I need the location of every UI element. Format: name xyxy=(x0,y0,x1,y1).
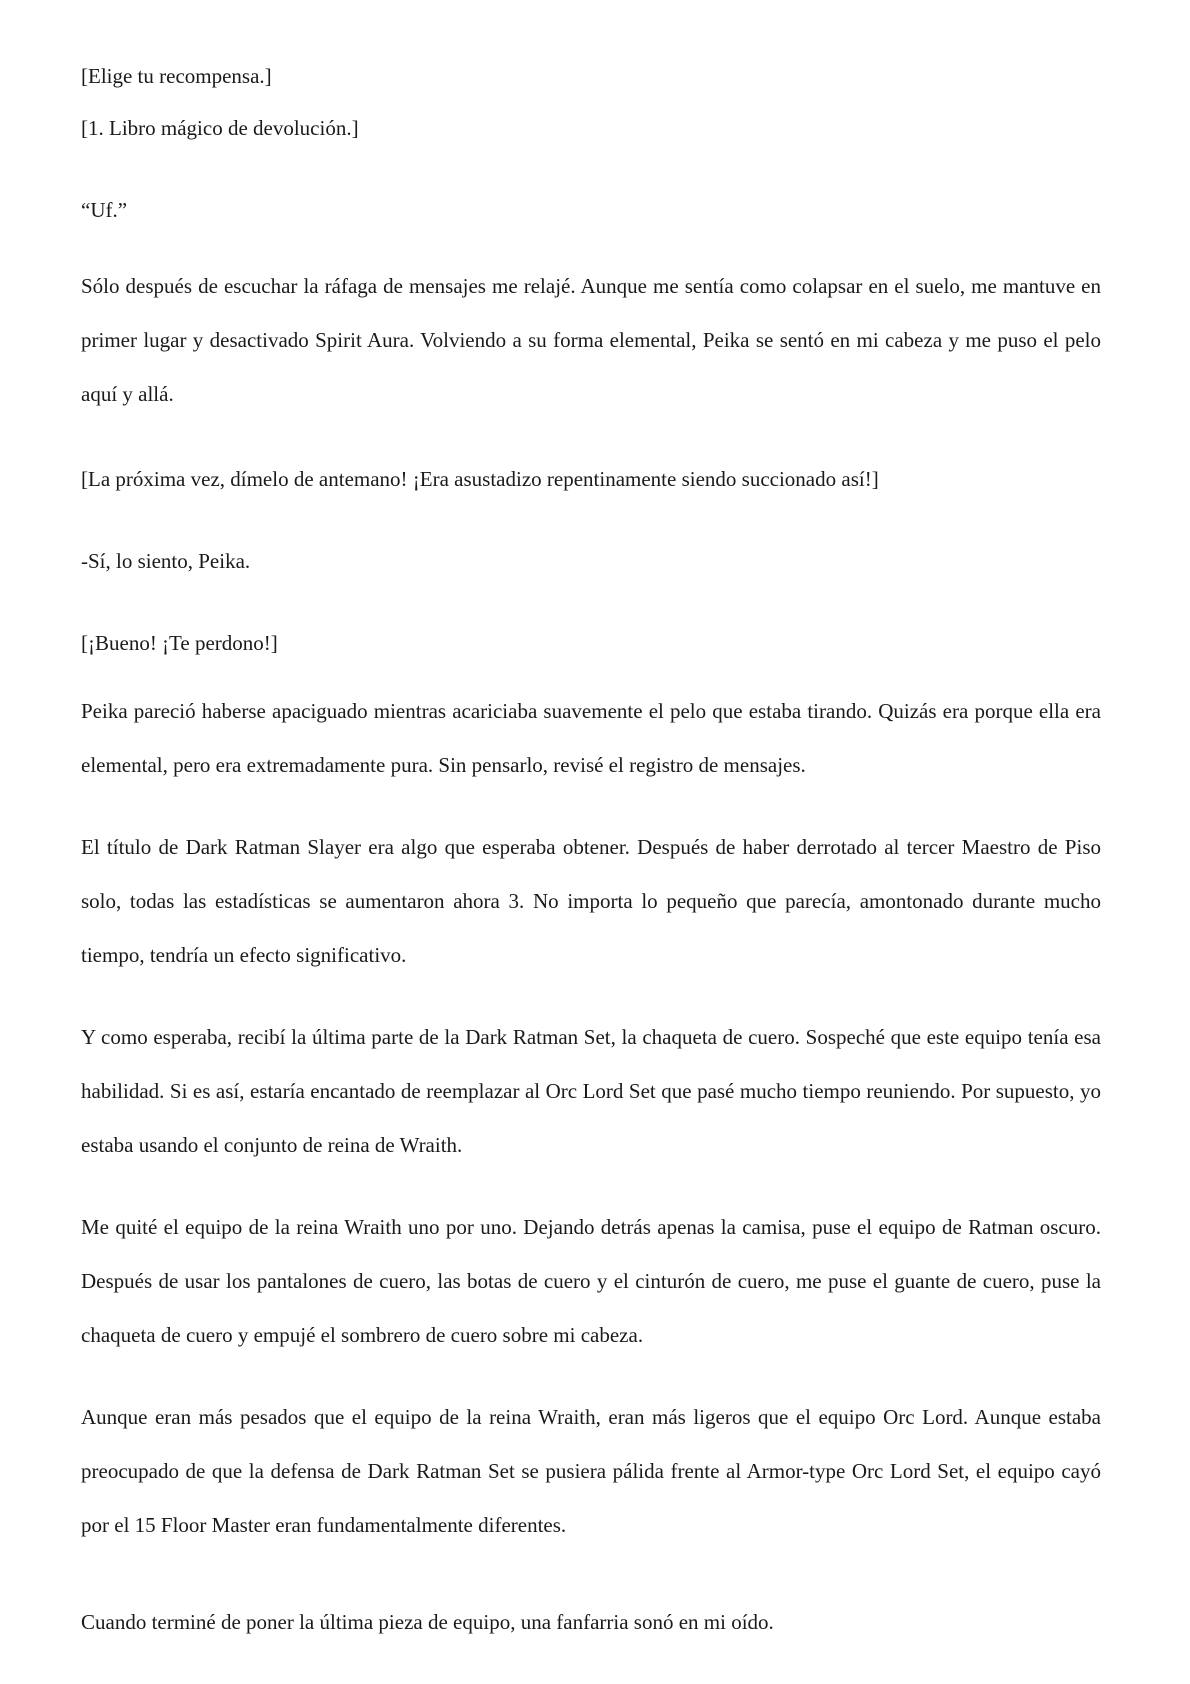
dialogue-forgive: [¡Bueno! ¡Te perdono!] xyxy=(81,631,278,655)
reward-option-1: [1. Libro mágico de devolución.] xyxy=(81,116,359,140)
paragraph-leather-jacket: Y como esperaba, recibí la última parte de la Dark Ratman Set, la chaqueta de cuero. Sospeché que este equipo tenía esa habilidad. Si es así, estaría encantado de reemplazar al Orc Lord Set que pasé mucho tiempo reuniendo. Por supuesto, yo estaba usando el conjunto de reina de Wraith. xyxy=(81,1025,1101,1157)
dialogue-peika-complaint: [La próxima vez, dímelo de antemano! ¡Era asustadizo repentinamente siendo succionado así!] xyxy=(81,467,879,491)
dialogue-apology: -Sí, lo siento, Peika. xyxy=(81,549,251,573)
paragraph-peika-calm: Peika pareció haberse apaciguado mientras acariciaba suavemente el pelo que estaba tirando. Quizás era porque ella era elemental, pero era extremadamente pura. Sin pensarlo, revisé el registro de mensajes. xyxy=(81,699,1101,777)
reward-prompt: [Elige tu recompensa.] xyxy=(81,64,272,88)
paragraph-comparison: Aunque eran más pesados que el equipo de la reina Wraith, eran más ligeros que el equipo Orc Lord. Aunque estaba preocupado de que la defensa de Dark Ratman Set se pusiera pálida frente al Armor-type Orc Lord Set, el equipo cayó por el 15 Floor Master eran fundamentalmente diferentes. xyxy=(81,1405,1101,1537)
paragraph-title: El título de Dark Ratman Slayer era algo que esperaba obtener. Después de haber derrotado al tercer Maestro de Piso solo, todas las estadísticas se aumentaron ahora 3. No importa lo pequeño que parecía, amontonado durante mucho tiempo, tendría un efecto significativo. xyxy=(81,835,1101,967)
paragraph-equip-change: Me quité el equipo de la reina Wraith uno por uno. Dejando detrás apenas la camisa, puse el equipo de Ratman oscuro. Después de usar los pantalones de cuero, las botas de cuero y el cinturón de cuero, me puse el guante de cuero, puse la chaqueta de cuero y empujé el sombrero de cuero sobre mi cabeza. xyxy=(81,1215,1101,1347)
paragraph-fanfare: Cuando terminé de poner la última pieza de equipo, una fanfarria sonó en mi oído. xyxy=(81,1610,774,1634)
paragraph-relax: Sólo después de escuchar la ráfaga de mensajes me relajé. Aunque me sentía como colapsar en el suelo, me mantuve en primer lugar y desactivado Spirit Aura. Volviendo a su forma elemental, Peika se sentó en mi cabeza y me puso el pelo aquí y allá. xyxy=(81,274,1101,406)
dialogue-uf: “Uf.” xyxy=(81,198,128,222)
